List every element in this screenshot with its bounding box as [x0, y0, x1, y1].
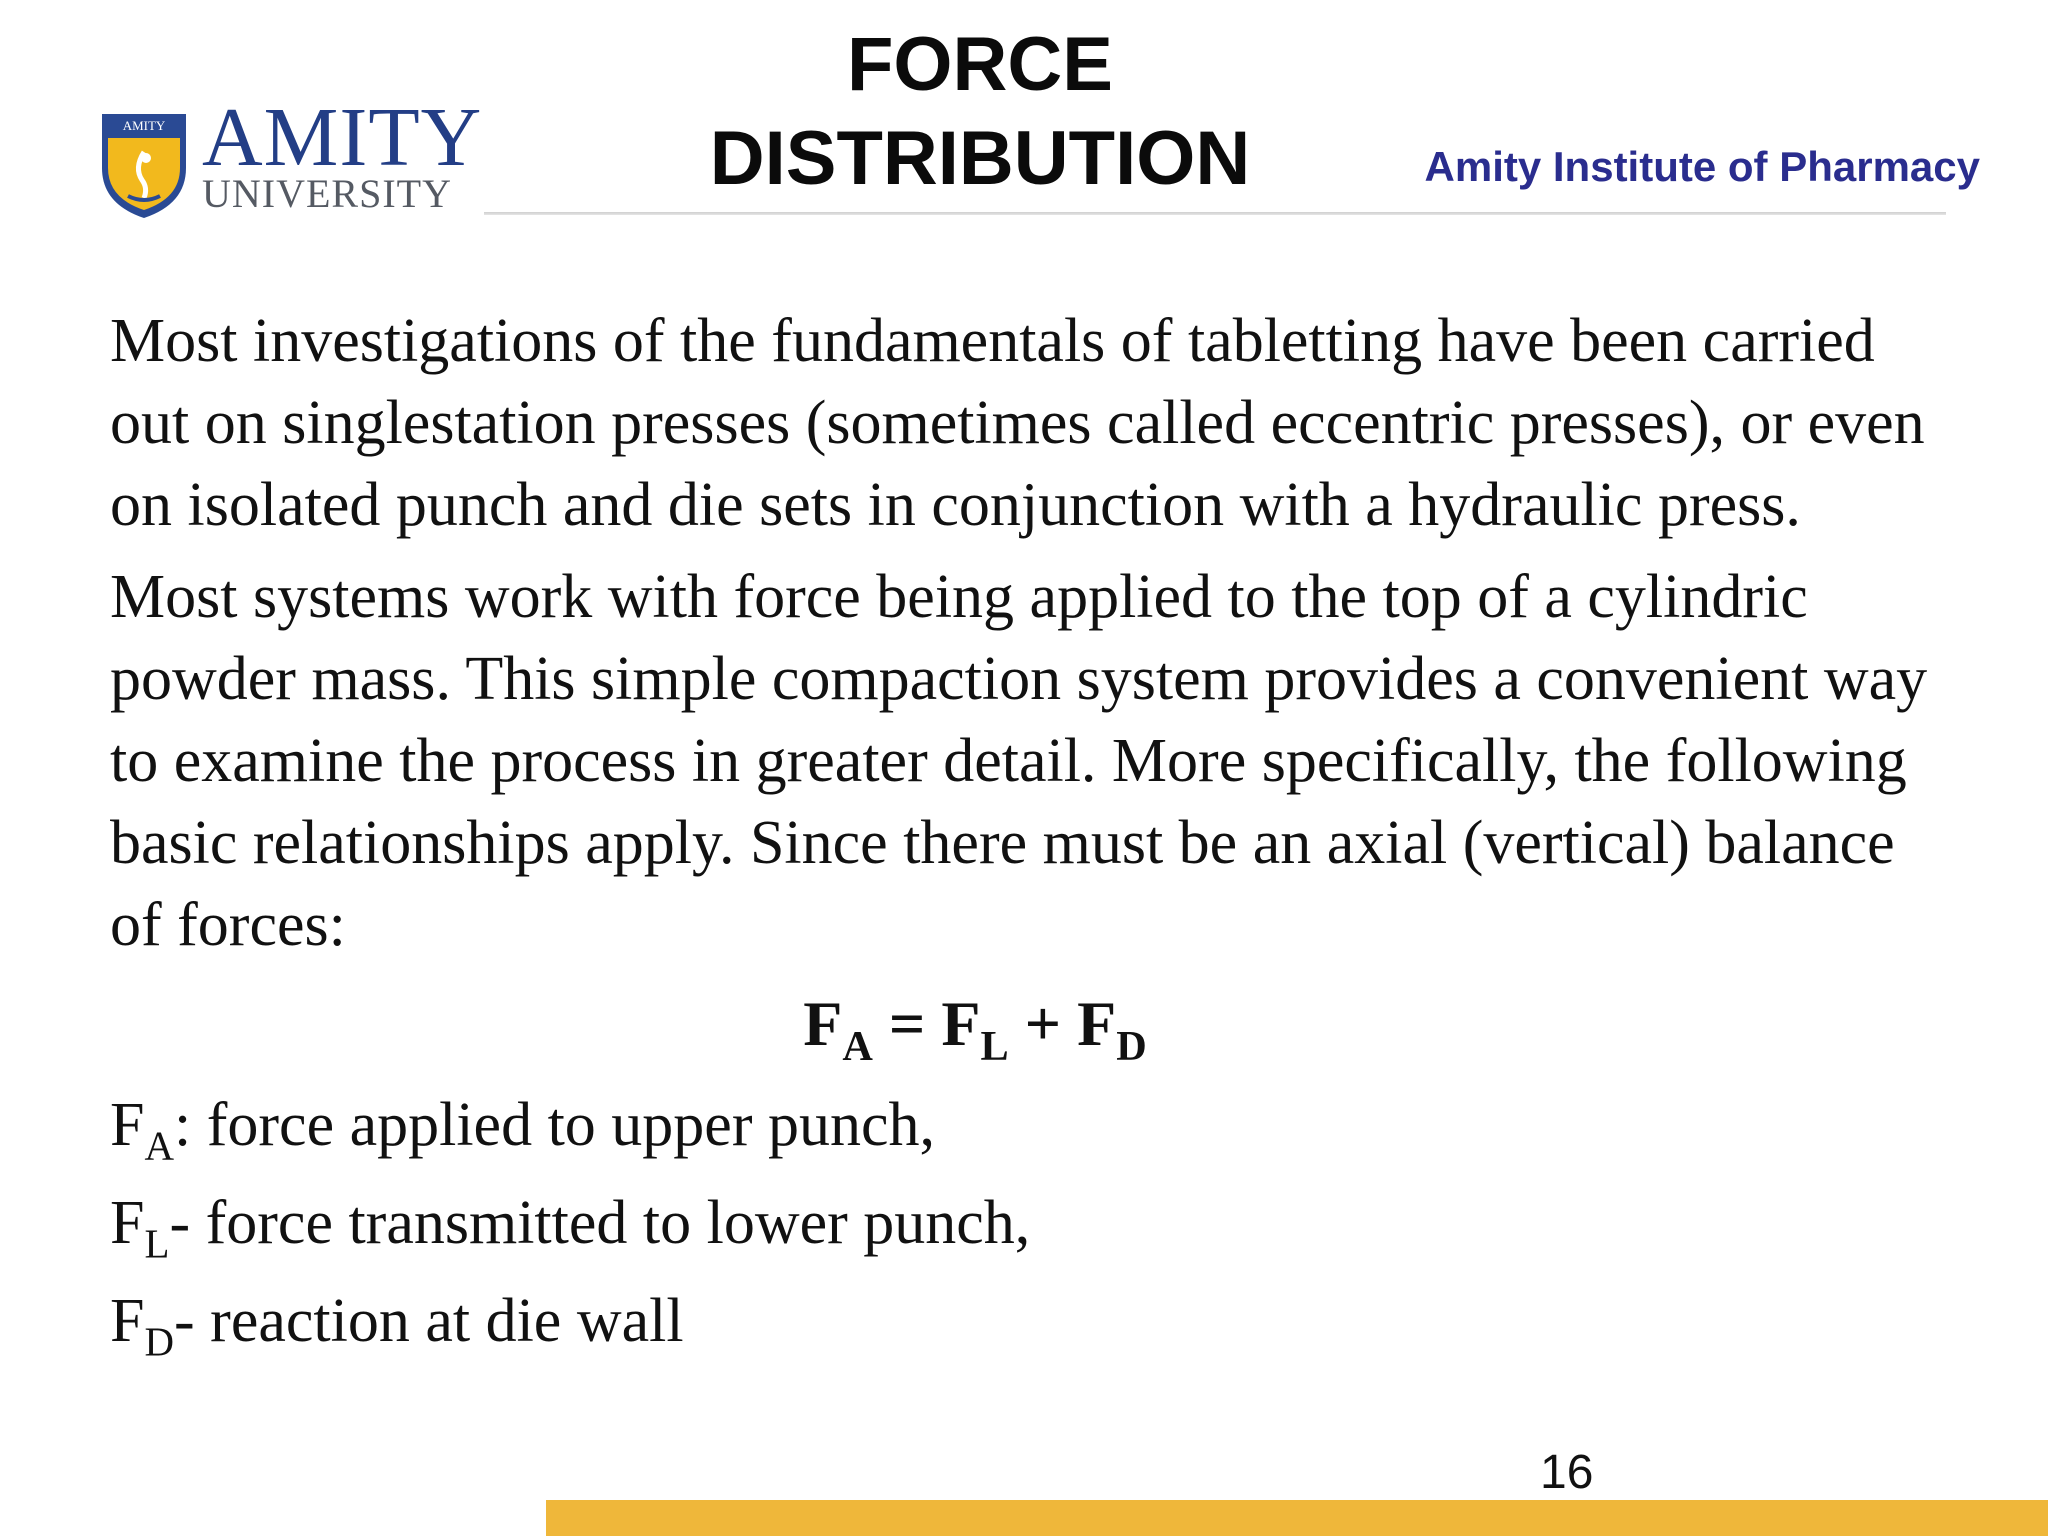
- def-symbol: F: [110, 1189, 145, 1257]
- logo-subtitle: UNIVERSITY: [202, 171, 452, 216]
- eq-equals: =: [872, 988, 942, 1059]
- footer-accent-bar: [546, 1500, 2048, 1536]
- eq-fd-subscript: D: [1116, 1022, 1147, 1070]
- slide-content: [110, 300, 1940, 1370]
- svg-text:AMITY: AMITY: [122, 118, 166, 133]
- header-divider: [484, 212, 1946, 215]
- eq-fd-symbol: F: [1077, 988, 1117, 1059]
- def-text: - reaction at die wall: [174, 1287, 684, 1355]
- slide-title: FORCE DISTRIBUTION: [709, 22, 1251, 201]
- definition-fd: [110, 1272, 1940, 1370]
- force-balance-equation: [110, 976, 1940, 1072]
- eq-fa-symbol: F: [803, 988, 843, 1059]
- amity-crest-icon: [98, 108, 190, 220]
- eq-fl-symbol: F: [941, 988, 981, 1059]
- eq-fa-subscript: A: [842, 1022, 873, 1070]
- definition-fa: [110, 1076, 1940, 1174]
- page-number: 16: [1540, 1446, 1594, 1499]
- logo-wordmark: AMITY: [202, 91, 483, 184]
- institute-name: Amity Institute of Pharmacy: [1424, 143, 1980, 190]
- def-subscript: A: [144, 1123, 175, 1169]
- eq-plus: +: [1008, 988, 1078, 1059]
- slide-header: [0, 0, 2048, 230]
- def-text: - force transmitted to lower punch,: [169, 1189, 1031, 1257]
- paragraph-1: Most investigations of the fundamentals of tabletting have been carried out on singlestation presses (sometimes called eccentric presses), or even on isolated punch and die sets in conjunction with a hydraulic press.: [110, 307, 1925, 539]
- paragraph-2: Most systems work with force being applied to the top of a cylindric powder mass. This simple compaction system provides a convenient way to examine the process in greater detail. More specifically, the following basic relationships apply. Since there must be an axial (vertical) balance of forces:: [110, 563, 1928, 959]
- definition-fl: [110, 1174, 1940, 1272]
- def-subscript: L: [144, 1221, 170, 1267]
- def-text: : force applied to upper punch,: [174, 1091, 935, 1159]
- amity-university-logo: [98, 91, 483, 224]
- def-subscript: D: [144, 1319, 175, 1365]
- eq-fl-subscript: L: [980, 1022, 1009, 1070]
- def-symbol: F: [110, 1091, 145, 1159]
- def-symbol: F: [110, 1287, 145, 1355]
